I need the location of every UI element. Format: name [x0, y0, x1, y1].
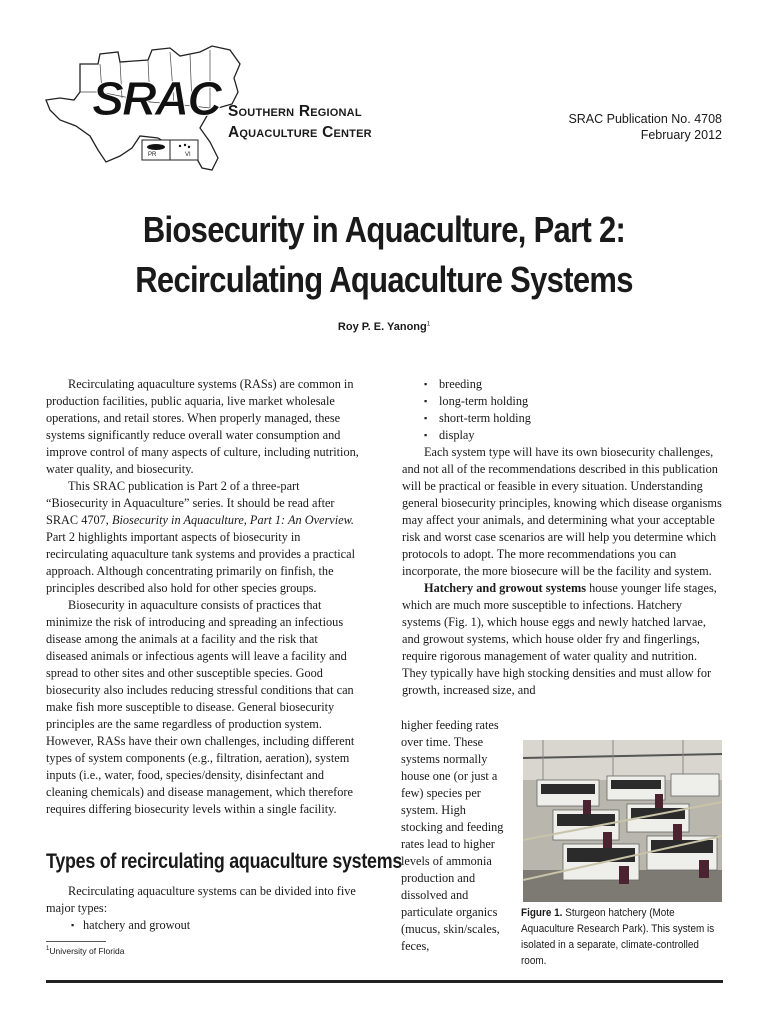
logo-label-pr: PR: [148, 152, 157, 158]
list-item: ▪ display: [402, 427, 724, 444]
right-column-narrow: [401, 717, 509, 955]
list-item: ▪ hatchery and growout: [46, 917, 360, 934]
list-item: ▪ breeding: [402, 376, 724, 393]
center-name: [228, 101, 372, 143]
author: [0, 321, 768, 333]
title-line1: Biosecurity in Aquaculture, Part 2:: [142, 209, 626, 250]
publication-date: February 2012: [640, 128, 722, 142]
publication-info: [568, 111, 722, 143]
page-bottom-rule: [46, 980, 723, 983]
figure-label: Figure 1.: [521, 907, 563, 919]
page-title: [54, 205, 714, 305]
footnote-divider: [46, 941, 106, 942]
footnote: [46, 946, 124, 956]
left-column: [46, 376, 360, 818]
author-name: Roy P. E. Yanong: [337, 321, 427, 333]
list-item: ▪ short-term holding: [402, 410, 724, 427]
paragraph: higher feeding rates over time. These systems normally house one (or just a few) species per system. High stocking and feeding rates lead to higher levels of ammonia production and dissolved and particulate organics (mucus, skin/scales, feces,: [401, 718, 504, 953]
right-column: [402, 376, 724, 699]
paragraph: Recirculating aquaculture systems (RASs) are common in production facilities, public aquaria, live market wholesale operations, and retail stores. When properly managed, these systems significantly reduce overall water consumption and improve control of many aspects of culture, including nutrition, water quality, and biosecurity.: [46, 377, 359, 476]
footnote-mark: 1: [46, 946, 50, 953]
figure-caption: [521, 905, 725, 969]
paragraph: Hatchery and growout systems house younger life stages, which are much more susceptible to infections. Hatchery systems (Fig. 1), which house eggs and newly hatched larvae, and growout systems, which house older fry and fingerlings, require rigorous management of water quality and nutrition. They typically have high stocking densities and must allow for growth, increased size, and: [402, 581, 717, 697]
section-text: [46, 883, 360, 934]
publication-number: SRAC Publication No. 4708: [568, 112, 722, 126]
paragraph: Recirculating aquaculture systems can be divided into five major types:: [46, 884, 356, 915]
center-name-line1: Southern Regional: [228, 103, 362, 120]
system-types-list: [46, 917, 360, 934]
system-types-list-continued: [402, 376, 724, 444]
center-name-line2: Aquaculture Center: [228, 124, 372, 141]
figure-caption-text: Sturgeon hatchery (Mote Aquaculture Research Park). This system is isolated in a separate, climate-controlled room.: [521, 907, 715, 967]
hatchery-photo: [523, 740, 722, 902]
paragraph: Biosecurity in aquaculture consists of practices that minimize the risk of introducing and spreading an infectious disease among the animals at a facility and the risk that diseased animals or infectious agents will leave a facility and spread to other sites and other susceptible species. Good biosecurity also includes reducing stressful conditions that can make fish more susceptible to disease. General biosecurity principles are the same regardless of production system. However, RASs have their own challenges, including different types of system components (e.g., filtration, aeration), system inputs (i.e., water, food, species/density, disinfectant and cleaning chemicals) and disease management, which therefore requires differing biosecurity levels within a single facility.: [46, 598, 355, 816]
title-line2: Recirculating Aquaculture Systems: [135, 259, 633, 300]
author-footnote-mark: 1: [426, 321, 431, 328]
list-item: ▪ long-term holding: [402, 393, 724, 410]
section-heading: Types of recirculating aquaculture systems: [46, 850, 403, 873]
logo-label-vi: VI: [185, 152, 191, 158]
srac-logo: [40, 42, 250, 174]
paragraph: This SRAC publication is Part 2 of a three-part “Biosecurity in Aquaculture” series. It should be read after SRAC 4707, Biosecurity in Aquaculture, Part 1: An Overview. Part 2 highlights important aspects of biosecurity in recirculating aquaculture tank systems and provides a practical approach. Although concentrating primarily on finfish, the principles described also hold for other species groups.: [46, 479, 356, 595]
footnote-text: University of Florida: [49, 946, 125, 956]
paragraph-lead-bold: Hatchery and growout systems: [424, 581, 587, 595]
paragraph: Each system type will have its own biosecurity challenges, and not all of the recommendations described in this publication will be practical or feasible in every situation. Understanding general biosecurity principles, knowing which disease organisms may affect your animals, and determining what your acceptable risk and worst case scenarios are will help you determine which protocols to adopt. The more recommendations you can incorporate, the more biosecure will be the facility and system.: [402, 445, 722, 578]
logo-wordmark: SRAC: [92, 73, 221, 126]
